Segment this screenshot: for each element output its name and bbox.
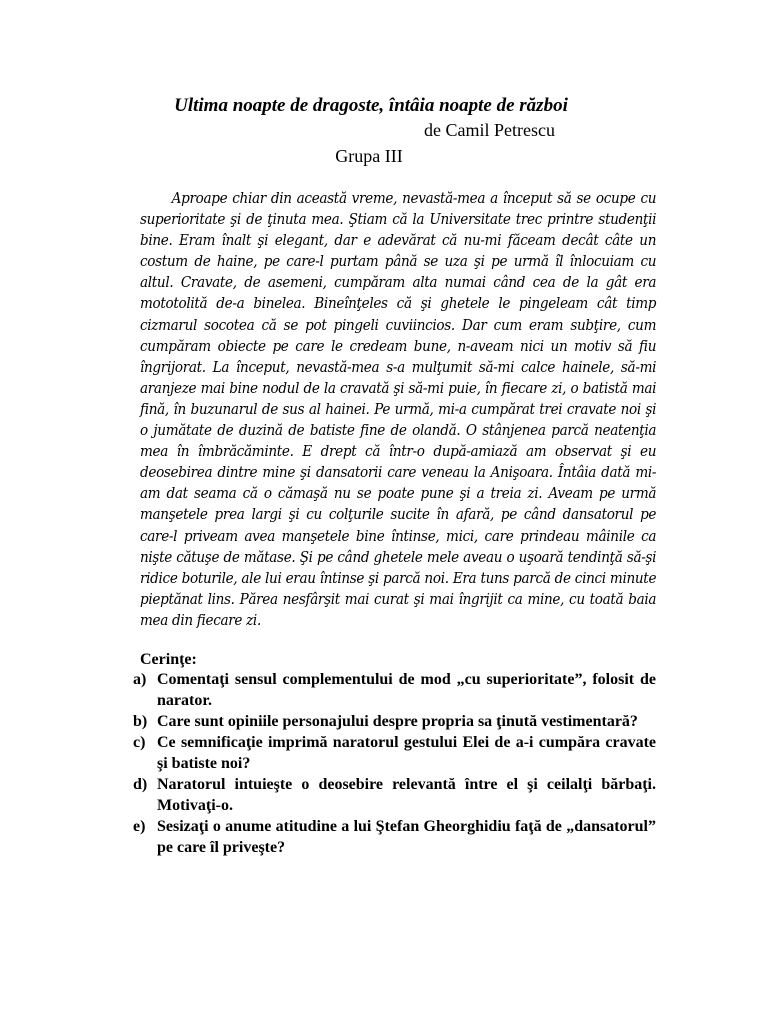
requirement-item-c <box>133 732 656 774</box>
document-title: Ultima noapte de dragoste, întâia noapte de război <box>174 95 568 116</box>
literary-passage: Aproape chiar din această vreme, nevastă-mea a început să se ocupe cu superioritate şi de ţinuta mea. Ştiam că la Universitate trec printre studenţii bine. Eram înalt şi elegant, dar e adevărat că nu-mi făceam decât câte un costum de haine, pe care-l purtam până se uza şi pe urmă îl înlocuiam cu altul. Cravate, de asemeni, cumpăram alta numai când cea de la gât era mototolită de-a binelea. Bineînţeles că şi ghetele le pingeleam cât timp cizmarul socotea că se pot pingeli cuviincios. Dar cum eram subţire, cum cumpăram obiecte pe care le credeam bune, n-aveam nici un motiv să fiu îngrijorat. La început, nevastă-mea s-a mulţumit să-mi calce hainele, să-mi aranjeze mai bine nodul de la cravată şi să-mi puie, în fiecare zi, o batistă mai fină, în buzunarul de sus al hainei. Pe urmă, mi-a cumpărat trei cravate noi şi o jumătate de duzină de batiste fine de olandă. O stânjenea parcă neatenţia mea în îmbrăcăminte. E drept că într-o după-amiază am observat şi eu deosebirea dintre mine şi dansatorii care veneau la Anişoara. Întâia dată mi-am dat seama că o cămaşă nu se poate pune şi a treia zi. Aveam pe urmă manşetele prea largi şi cu colţurile sucite în afară, pe când dansatorul pe care-l priveam avea manşetele bine întinse, mici, care prindeau mâinile ca nişte cătuşe de mătase. Şi pe când ghetele mele aveau o uşoară tendinţă să-şi ridice boturile, ale lui erau întinse şi parcă noi. Era tuns parcă de cinci minute pieptănat lins. Părea nesfârşit mai curat şi mai îngrijit ca mine, cu toată baia mea din fiecare zi. <box>140 190 657 629</box>
requirement-letter: a) <box>133 671 147 688</box>
requirement-text: Sesizaţi o anume atitudine a lui Ştefan Gheorghidiu faţă de „dansatorul” pe care îl priveşte? <box>157 818 656 856</box>
requirements-heading: Cerinţe: <box>140 651 197 668</box>
group-heading: Grupa III <box>335 146 403 166</box>
requirement-item-b <box>133 711 656 732</box>
requirement-letter: d) <box>133 776 148 793</box>
requirement-letter: e) <box>133 818 146 835</box>
requirement-item-d <box>133 774 656 816</box>
requirement-text: Comentaţi sensul complementului de mod „cu superioritate”, folosit de narator. <box>157 671 656 709</box>
requirement-item-a <box>133 669 656 711</box>
requirement-letter: c) <box>133 734 146 751</box>
author-line: de Camil Petrescu <box>424 120 555 140</box>
requirements-list <box>133 669 656 858</box>
requirement-text: Care sunt opiniile personajului despre propria sa ţinută vestimentară? <box>157 713 638 730</box>
requirement-item-e <box>133 816 656 858</box>
requirement-text: Ce semnificaţie imprimă naratorul gestului Elei de a-i cumpăra cravate şi batiste noi? <box>157 734 656 772</box>
requirement-text: Naratorul intuieşte o deosebire relevantă între el şi ceilalţi bărbaţi. Motivaţi-o. <box>157 776 656 814</box>
requirement-letter: b) <box>133 713 148 730</box>
